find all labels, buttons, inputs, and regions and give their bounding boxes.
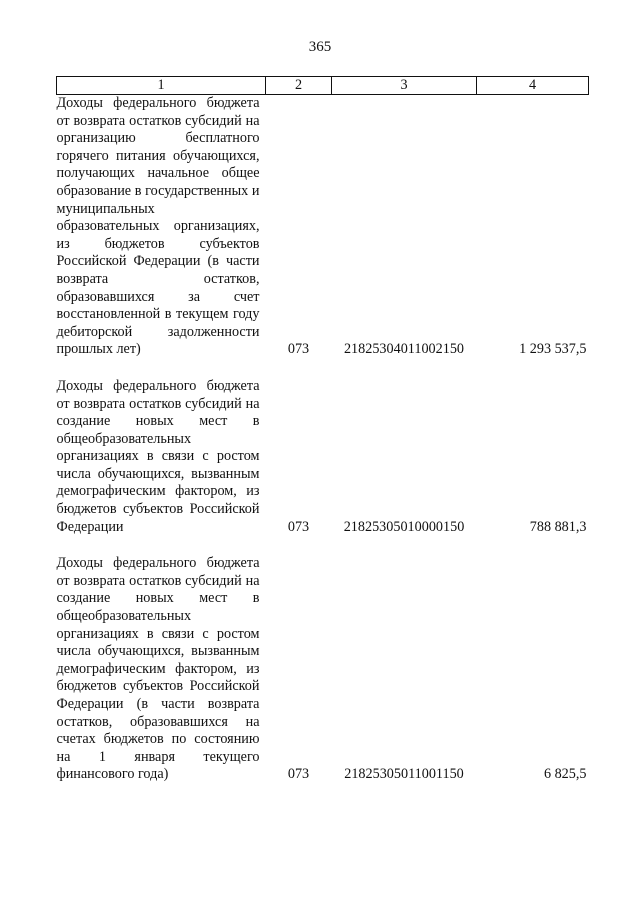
administrator-code: 073 [287, 518, 310, 535]
page-number: 365 [308, 39, 332, 55]
table-row [57, 361, 589, 538]
income-amount: 1 293 537,5 [519, 341, 587, 358]
income-classification-code: 21825305010000150 [343, 518, 465, 535]
income-description: Доходы федерального бюджета от возврата остатков субсидий на организацию бесплатного горячего питания обучающихся, получающих начальное общее образование в государственных и муниципальных образовательных организациях, из бюджетов субъектов Российской Федерации (в части возврата остатков, образовавшихся за счет восстановленной в текущем году дебиторской задолженности прошлых лет) [56, 95, 260, 358]
income-amount: 788 881,3 [529, 518, 587, 535]
income-amount: 6 825,5 [543, 766, 587, 783]
administrator-code: 073 [287, 766, 310, 783]
income-classification-code: 21825305011001150 [344, 766, 464, 783]
table-row [57, 95, 589, 361]
income-table [56, 76, 589, 786]
column-header-2: 2 [266, 77, 332, 95]
income-classification-code: 21825304011002150 [343, 341, 465, 358]
income-description: Доходы федерального бюджета от возврата остатков субсидий на создание новых мест в общеобразовательных организациях в связи с ростом числа обучающихся, вызванным демографическим фактором, из бюджетов субъектов Российской Федерации [56, 377, 260, 535]
income-description: Доходы федерального бюджета от возврата остатков субсидий на создание новых мест в общеобразовательных организациях в связи с ростом числа обучающихся, вызванным демографическим фактором, из бюджетов субъектов Российской Федерации (в части возврата остатков, образовавшихся на счетах бюджетов по состоянию на 1 января текущего финансового года) [56, 555, 260, 783]
table-row [57, 538, 589, 786]
administrator-code: 073 [287, 341, 310, 358]
column-header-4: 4 [477, 77, 589, 95]
table-header-row [57, 77, 589, 95]
column-header-1: 1 [57, 77, 266, 95]
column-header-3: 3 [332, 77, 477, 95]
